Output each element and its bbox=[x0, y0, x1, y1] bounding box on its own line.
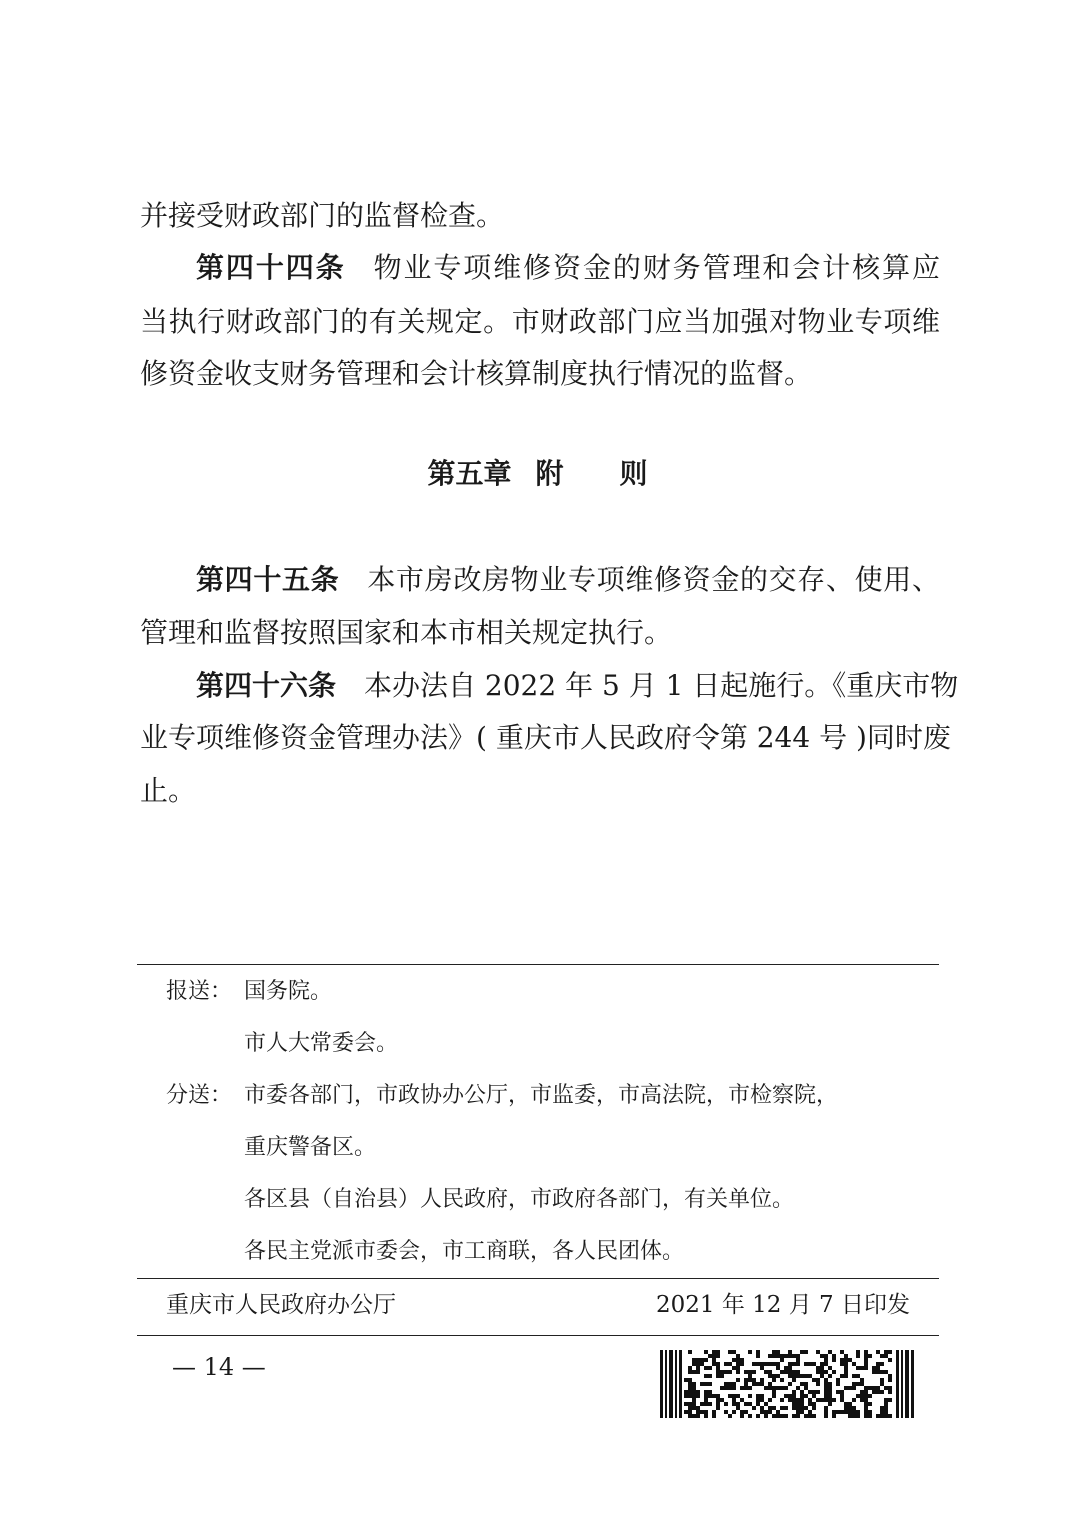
body-text: 当执行财政部门的有关规定。市财政部门应当加强对物业专项维 bbox=[140, 305, 940, 338]
body-text: 修资金收支财务管理和会计核算制度执行情况的监督。 bbox=[140, 357, 813, 390]
body-text: 止。 bbox=[140, 774, 197, 807]
divider-top bbox=[137, 964, 939, 965]
send-to-item: 市委各部门，市政协办公厅，市监委，市高法院，市检察院， bbox=[244, 1083, 839, 1108]
barcode-icon bbox=[660, 1350, 914, 1418]
article-46-line bbox=[196, 668, 959, 704]
article-number: 第四十六条 bbox=[196, 669, 337, 702]
chapter-title-char: 附 bbox=[535, 457, 564, 490]
article-44-line bbox=[196, 250, 940, 286]
body-text: 业专项维修资金管理办法》( 重庆市人民政府令第 244 号 )同时废 bbox=[140, 721, 951, 754]
body-text: 管理和监督按照国家和本市相关规定执行。 bbox=[140, 616, 673, 649]
article-45-line bbox=[196, 562, 940, 598]
body-line bbox=[140, 720, 951, 756]
article-number: 第四十五条 bbox=[196, 563, 340, 596]
chapter-number: 第五章 bbox=[427, 457, 512, 490]
send-to-item: 各区县（自治县）人民政府，市政府各部门，有关单位。 bbox=[244, 1187, 795, 1212]
send-to-item: 重庆警备区。 bbox=[244, 1135, 377, 1160]
send-to-label: 分送： bbox=[166, 1083, 233, 1108]
divider-middle bbox=[137, 1278, 939, 1279]
chapter-heading bbox=[0, 456, 1075, 492]
chapter-title-char: 则 bbox=[619, 457, 648, 490]
body-line bbox=[140, 356, 940, 392]
article-number: 第四十四条 bbox=[196, 251, 346, 284]
body-line bbox=[140, 304, 940, 340]
send-to-item: 各民主党派市委会，市工商联，各人民团体。 bbox=[244, 1239, 685, 1264]
body-line bbox=[140, 773, 940, 809]
divider-bottom bbox=[137, 1335, 939, 1336]
body-line bbox=[140, 198, 940, 234]
issuer-name: 重庆市人民政府办公厅 bbox=[166, 1292, 396, 1318]
report-to-item: 市人大常委会。 bbox=[244, 1031, 399, 1056]
report-to-item: 国务院。 bbox=[244, 979, 333, 1004]
body-text: 并接受财政部门的监督检查。 bbox=[140, 199, 505, 232]
report-to-label: 报送： bbox=[166, 979, 233, 1004]
issue-date: 2021 年 12 月 7 日印发 bbox=[656, 1292, 910, 1318]
body-text: 本办法自 2022 年 5 月 1 日起施行。《重庆市物 bbox=[364, 669, 959, 702]
body-text: 本市房改房物业专项维修资金的交存、使用、 bbox=[367, 563, 940, 596]
body-text: 物业专项维修资金的财务管理和会计核算应 bbox=[373, 251, 940, 284]
body-line bbox=[140, 615, 940, 651]
page-number: — 14 — bbox=[172, 1353, 266, 1381]
